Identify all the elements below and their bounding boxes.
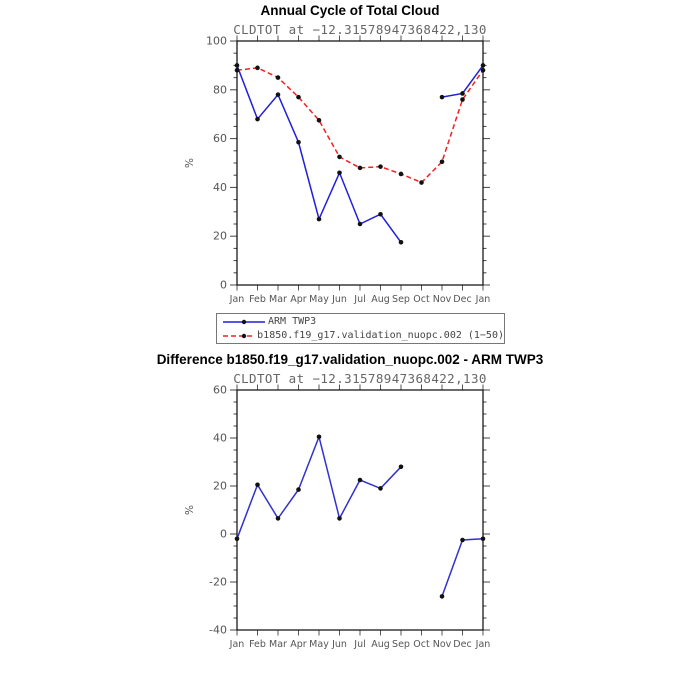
svg-text:Dec: Dec	[453, 639, 472, 650]
legend-line-sample	[222, 316, 266, 328]
svg-text:Jun: Jun	[332, 639, 347, 650]
legend-item	[217, 329, 504, 343]
svg-text:Dec: Dec	[453, 294, 472, 305]
svg-text:Nov: Nov	[432, 294, 452, 305]
difference-chart-axes	[209, 384, 490, 651]
svg-text:Mar: Mar	[269, 294, 287, 305]
svg-text:Jan: Jan	[475, 294, 491, 305]
svg-text:Aug: Aug	[371, 294, 390, 305]
svg-text:Feb: Feb	[249, 294, 266, 305]
svg-text:40: 40	[213, 431, 227, 445]
svg-text:Jan: Jan	[229, 639, 245, 650]
svg-text:Nov: Nov	[432, 639, 452, 650]
svg-text:100: 100	[206, 34, 227, 48]
svg-text:Sep: Sep	[392, 294, 410, 305]
svg-text:-20: -20	[209, 575, 227, 589]
svg-text:Sep: Sep	[392, 639, 410, 650]
svg-text:20: 20	[213, 479, 227, 493]
svg-text:0: 0	[220, 527, 227, 541]
annual-cycle-chart-series-1	[235, 66, 486, 185]
svg-text:Jul: Jul	[354, 294, 366, 305]
svg-text:Jan: Jan	[475, 639, 491, 650]
svg-text:Jul: Jul	[354, 639, 366, 650]
legend-label: ARM TWP3	[268, 316, 317, 327]
annual-cycle-title: Annual Cycle of Total Cloud	[260, 3, 440, 18]
svg-text:40: 40	[213, 180, 227, 194]
difference-chart-ylabel: %	[184, 505, 196, 515]
annual-cycle-chart-series-0	[235, 63, 486, 245]
svg-text:Oct: Oct	[413, 294, 430, 305]
svg-text:20: 20	[213, 229, 227, 243]
difference-chart-series-0	[235, 435, 486, 599]
svg-text:Mar: Mar	[269, 639, 287, 650]
annual-cycle-chart	[184, 35, 490, 306]
svg-text:80: 80	[213, 83, 227, 97]
svg-text:May: May	[309, 639, 329, 650]
svg-text:Apr: Apr	[290, 294, 307, 305]
svg-text:60: 60	[213, 132, 227, 146]
svg-text:-40: -40	[209, 623, 227, 637]
annual-cycle-subtitle: CLDTOT at −12.31578947368422,130	[233, 22, 487, 37]
difference-title: Difference b1850.f19_g17.validation_nuopc.002 - ARM TWP3	[156, 352, 544, 367]
legend-line-sample	[222, 330, 255, 342]
legend-label: b1850.f19_g17.validation_nuopc.002 (1−50)	[257, 330, 504, 341]
annual-cycle-chart-ylabel: %	[184, 158, 196, 168]
svg-text:Apr: Apr	[290, 639, 307, 650]
legend	[216, 313, 505, 344]
svg-text:May: May	[309, 294, 329, 305]
legend-item	[217, 315, 504, 329]
difference-subtitle: CLDTOT at −12.31578947368422,130	[233, 371, 487, 386]
svg-text:Oct: Oct	[413, 639, 430, 650]
svg-text:Aug: Aug	[371, 639, 390, 650]
annual-cycle-chart-axes	[206, 35, 490, 306]
svg-text:60: 60	[213, 383, 227, 397]
difference-chart	[184, 384, 490, 651]
svg-text:Feb: Feb	[249, 639, 266, 650]
svg-text:Jan: Jan	[229, 294, 245, 305]
svg-text:Jun: Jun	[332, 294, 347, 305]
svg-text:0: 0	[220, 278, 227, 292]
